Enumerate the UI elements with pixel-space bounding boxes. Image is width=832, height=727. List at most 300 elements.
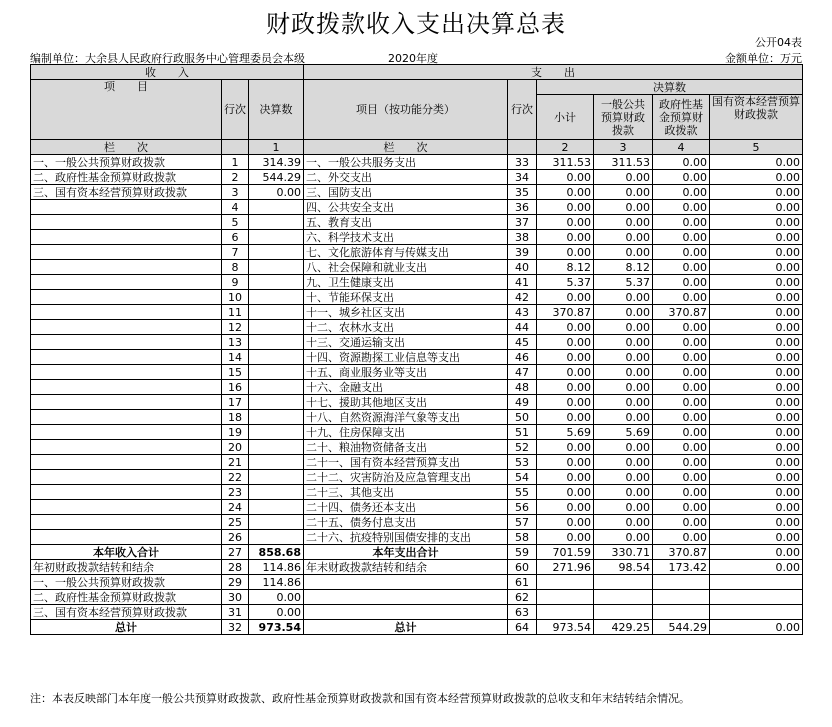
expense-row-no: 42 <box>508 290 537 305</box>
header-row-5 <box>31 140 803 155</box>
state-capital-value: 0.00 <box>710 245 803 260</box>
general-value: 0.00 <box>594 410 653 425</box>
gov-fund-value: 0.00 <box>653 335 710 350</box>
income-row-no: 12 <box>222 320 249 335</box>
expense-item: 二十五、债务付息支出 <box>304 515 508 530</box>
general-value: 0.00 <box>594 365 653 380</box>
empty-cell <box>594 590 653 605</box>
income-amount <box>249 500 304 515</box>
expense-row-no: 46 <box>508 350 537 365</box>
subtotal-value: 0.00 <box>537 380 594 395</box>
state-capital-value: 0.00 <box>710 440 803 455</box>
expense-row-no: 36 <box>508 200 537 215</box>
carryover-sub-row <box>31 590 803 605</box>
gov-fund-value: 0.00 <box>653 350 710 365</box>
expense-row-no: 39 <box>508 245 537 260</box>
gov-fund-value: 0.00 <box>653 245 710 260</box>
income-row-no: 16 <box>222 380 249 395</box>
expense-item <box>304 605 508 620</box>
income-amount <box>249 515 304 530</box>
general-value: 0.00 <box>594 305 653 320</box>
expense-item: 二十四、债务还本支出 <box>304 500 508 515</box>
general-value: 0.00 <box>594 440 653 455</box>
general-value: 0.00 <box>594 530 653 545</box>
gov-fund-value: 0.00 <box>653 455 710 470</box>
expense-item: 十五、商业服务业等支出 <box>304 365 508 380</box>
income-amount <box>249 350 304 365</box>
state-capital-value: 0.00 <box>710 215 803 230</box>
general-header: 一般公共预算财政拨款 <box>594 95 653 140</box>
income-amount: 0.00 <box>249 185 304 200</box>
subtotal-value: 0.00 <box>537 245 594 260</box>
expense-item: 十一、城乡社区支出 <box>304 305 508 320</box>
table-row <box>31 155 803 170</box>
form-code: 公开04表 <box>755 36 802 49</box>
carryover-row <box>31 560 803 575</box>
report-year: 2020年度 <box>388 52 438 65</box>
income-item <box>31 245 222 260</box>
income-row-no: 32 <box>222 620 249 635</box>
general-value: 311.53 <box>594 155 653 170</box>
income-amount: 0.00 <box>249 605 304 620</box>
table-row <box>31 470 803 485</box>
income-row-no: 24 <box>222 500 249 515</box>
income-row-no: 30 <box>222 590 249 605</box>
general-value: 0.00 <box>594 350 653 365</box>
expense-row-no: 43 <box>508 305 537 320</box>
subtotal-value: 0.00 <box>537 500 594 515</box>
table-row <box>31 350 803 365</box>
final-amount2-header: 决算数 <box>537 80 803 95</box>
expense-row-no: 40 <box>508 260 537 275</box>
state-capital-value: 0.00 <box>710 230 803 245</box>
subtotal-value: 0.00 <box>537 530 594 545</box>
gov-fund-value: 0.00 <box>653 290 710 305</box>
income-row-no: 31 <box>222 605 249 620</box>
state-capital-value: 0.00 <box>710 410 803 425</box>
state-capital-value: 0.00 <box>710 365 803 380</box>
table-row <box>31 185 803 200</box>
gov-fund-value: 370.87 <box>653 305 710 320</box>
col-5: 5 <box>710 140 803 155</box>
income-row-no: 5 <box>222 215 249 230</box>
state-capital-value: 0.00 <box>710 560 803 575</box>
col-1: 1 <box>249 140 304 155</box>
income-row-no: 2 <box>222 170 249 185</box>
table-row <box>31 215 803 230</box>
general-value: 0.00 <box>594 170 653 185</box>
general-value: 0.00 <box>594 185 653 200</box>
table-row <box>31 425 803 440</box>
general-value: 330.71 <box>594 545 653 560</box>
general-value: 0.00 <box>594 515 653 530</box>
income-amount <box>249 470 304 485</box>
income-row-no: 15 <box>222 365 249 380</box>
empty-cell <box>653 575 710 590</box>
expense-row-no: 60 <box>508 560 537 575</box>
gov-fund-value: 0.00 <box>653 380 710 395</box>
subtotal-value: 973.54 <box>537 620 594 635</box>
gov-fund-value: 0.00 <box>653 260 710 275</box>
expense-row-no: 41 <box>508 275 537 290</box>
income-amount <box>249 290 304 305</box>
income-item <box>31 515 222 530</box>
income-amount <box>249 395 304 410</box>
expense-item <box>304 590 508 605</box>
gov-fund-value: 0.00 <box>653 470 710 485</box>
expense-item: 二十三、其他支出 <box>304 485 508 500</box>
subtotal-value: 0.00 <box>537 170 594 185</box>
income-amount <box>249 485 304 500</box>
subtotal-value: 0.00 <box>537 515 594 530</box>
subtotal-value: 271.96 <box>537 560 594 575</box>
income-row-no: 26 <box>222 530 249 545</box>
report-meta <box>30 50 802 64</box>
gov-fund-value: 0.00 <box>653 155 710 170</box>
expense-row-no: 58 <box>508 530 537 545</box>
income-item <box>31 365 222 380</box>
income-amount <box>249 275 304 290</box>
expense-row-no: 59 <box>508 545 537 560</box>
state-capital-value: 0.00 <box>710 335 803 350</box>
state-capital-value: 0.00 <box>710 530 803 545</box>
general-value: 0.00 <box>594 320 653 335</box>
gov-fund-value: 0.00 <box>653 275 710 290</box>
expense-item: 二十六、抗疫特别国债安排的支出 <box>304 530 508 545</box>
income-row-no: 19 <box>222 425 249 440</box>
income-item <box>31 485 222 500</box>
col-label-right: 栏 次 <box>304 140 508 155</box>
income-amount <box>249 245 304 260</box>
empty-cell <box>710 605 803 620</box>
expense-row-no: 35 <box>508 185 537 200</box>
expense-row-no: 48 <box>508 380 537 395</box>
subtotal-value: 0.00 <box>537 395 594 410</box>
expense-item: 十七、援助其他地区支出 <box>304 395 508 410</box>
income-item <box>31 530 222 545</box>
gov-fund-header: 政府性基金预算财政拨款 <box>653 95 710 140</box>
expense-item: 本年支出合计 <box>304 545 508 560</box>
income-row-no: 1 <box>222 155 249 170</box>
income-row-no: 11 <box>222 305 249 320</box>
income-row-no: 10 <box>222 290 249 305</box>
expense-item: 五、教育支出 <box>304 215 508 230</box>
expense-row-no: 56 <box>508 500 537 515</box>
income-row-no: 28 <box>222 560 249 575</box>
income-item <box>31 260 222 275</box>
subtotal-value: 5.37 <box>537 275 594 290</box>
general-value: 0.00 <box>594 335 653 350</box>
income-item <box>31 455 222 470</box>
expense-row-no: 44 <box>508 320 537 335</box>
expense-item: 八、社会保障和就业支出 <box>304 260 508 275</box>
empty-cell <box>537 590 594 605</box>
subtotal-value: 0.00 <box>537 200 594 215</box>
subtotal-value: 0.00 <box>537 485 594 500</box>
table-row <box>31 410 803 425</box>
income-amount: 314.39 <box>249 155 304 170</box>
income-item: 本年收入合计 <box>31 545 222 560</box>
income-item <box>31 275 222 290</box>
gov-fund-value: 0.00 <box>653 215 710 230</box>
table-row <box>31 245 803 260</box>
state-capital-value: 0.00 <box>710 200 803 215</box>
empty-cell <box>537 575 594 590</box>
expense-item: 二十二、灾害防治及应急管理支出 <box>304 470 508 485</box>
general-value: 0.00 <box>594 200 653 215</box>
income-row-no: 4 <box>222 200 249 215</box>
state-capital-value: 0.00 <box>710 185 803 200</box>
table-row <box>31 290 803 305</box>
income-item: 一、一般公共预算财政拨款 <box>31 155 222 170</box>
income-item: 总计 <box>31 620 222 635</box>
gov-fund-value: 0.00 <box>653 515 710 530</box>
income-item <box>31 395 222 410</box>
table-row <box>31 530 803 545</box>
state-capital-value: 0.00 <box>710 485 803 500</box>
income-item <box>31 380 222 395</box>
income-row-no: 3 <box>222 185 249 200</box>
expense-header: 支 出 <box>304 65 803 80</box>
state-capital-value: 0.00 <box>710 500 803 515</box>
income-item <box>31 200 222 215</box>
carryover-sub-row <box>31 575 803 590</box>
subtotal-value: 701.59 <box>537 545 594 560</box>
row-no-header: 行次 <box>222 80 249 140</box>
income-amount <box>249 215 304 230</box>
income-item: 三、国有资本经营预算财政拨款 <box>31 605 222 620</box>
subtotal-header: 小计 <box>537 95 594 140</box>
expense-row-no: 54 <box>508 470 537 485</box>
income-amount <box>249 200 304 215</box>
gov-fund-value: 370.87 <box>653 545 710 560</box>
expense-row-no: 37 <box>508 215 537 230</box>
expense-item: 三、国防支出 <box>304 185 508 200</box>
col-2: 2 <box>537 140 594 155</box>
income-row-no: 14 <box>222 350 249 365</box>
income-amount <box>249 380 304 395</box>
expense-item: 四、公共安全支出 <box>304 200 508 215</box>
subtotal-value: 311.53 <box>537 155 594 170</box>
table-row <box>31 305 803 320</box>
subtotal-value: 370.87 <box>537 305 594 320</box>
income-item <box>31 425 222 440</box>
income-amount <box>249 305 304 320</box>
income-amount <box>249 365 304 380</box>
col-3: 3 <box>594 140 653 155</box>
table-row <box>31 335 803 350</box>
item-header: 项 目 <box>31 80 222 140</box>
expense-item: 十二、农林水支出 <box>304 320 508 335</box>
income-amount: 114.86 <box>249 560 304 575</box>
table-row <box>31 275 803 290</box>
state-capital-header: 国有资本经营预算财政拨款 <box>710 95 803 140</box>
income-row-no: 25 <box>222 515 249 530</box>
income-item <box>31 350 222 365</box>
grand-total-row <box>31 620 803 635</box>
gov-fund-value: 0.00 <box>653 230 710 245</box>
general-value: 0.00 <box>594 485 653 500</box>
empty-cell <box>653 605 710 620</box>
expense-item: 总计 <box>304 620 508 635</box>
expense-item: 二、外交支出 <box>304 170 508 185</box>
general-value: 0.00 <box>594 215 653 230</box>
income-amount <box>249 455 304 470</box>
expense-row-no: 63 <box>508 605 537 620</box>
empty-cell <box>537 605 594 620</box>
income-amount: 858.68 <box>249 545 304 560</box>
finance-table <box>30 64 803 635</box>
table-row <box>31 170 803 185</box>
expense-row-no: 50 <box>508 410 537 425</box>
gov-fund-value: 0.00 <box>653 440 710 455</box>
general-value: 429.25 <box>594 620 653 635</box>
expense-row-no: 33 <box>508 155 537 170</box>
state-capital-value: 0.00 <box>710 620 803 635</box>
expense-item: 十六、金融支出 <box>304 380 508 395</box>
empty-cell <box>594 605 653 620</box>
income-row-no: 18 <box>222 410 249 425</box>
gov-fund-value: 0.00 <box>653 425 710 440</box>
expense-item: 二十一、国有资本经营预算支出 <box>304 455 508 470</box>
subtotal-value: 0.00 <box>537 335 594 350</box>
general-value: 0.00 <box>594 455 653 470</box>
gov-fund-value: 0.00 <box>653 410 710 425</box>
income-amount <box>249 530 304 545</box>
income-row-no: 17 <box>222 395 249 410</box>
income-row-no: 20 <box>222 440 249 455</box>
expense-row-no: 45 <box>508 335 537 350</box>
gov-fund-value: 0.00 <box>653 320 710 335</box>
state-capital-value: 0.00 <box>710 290 803 305</box>
income-amount: 973.54 <box>249 620 304 635</box>
gov-fund-value: 0.00 <box>653 170 710 185</box>
table-row <box>31 440 803 455</box>
income-item <box>31 500 222 515</box>
table-row <box>31 515 803 530</box>
table-row <box>31 260 803 275</box>
general-value: 0.00 <box>594 245 653 260</box>
income-item <box>31 305 222 320</box>
expense-item: 二十、粮油物资储备支出 <box>304 440 508 455</box>
income-item: 一、一般公共预算财政拨款 <box>31 575 222 590</box>
income-item <box>31 230 222 245</box>
expense-row-no: 52 <box>508 440 537 455</box>
income-amount <box>249 425 304 440</box>
income-amount: 0.00 <box>249 590 304 605</box>
gov-fund-value: 0.00 <box>653 200 710 215</box>
state-capital-value: 0.00 <box>710 260 803 275</box>
income-row-no: 22 <box>222 470 249 485</box>
income-item <box>31 410 222 425</box>
income-item <box>31 290 222 305</box>
state-capital-value: 0.00 <box>710 425 803 440</box>
income-item: 二、政府性基金预算财政拨款 <box>31 170 222 185</box>
general-value: 0.00 <box>594 230 653 245</box>
state-capital-value: 0.00 <box>710 470 803 485</box>
expense-row-no: 53 <box>508 455 537 470</box>
expense-row-no: 62 <box>508 590 537 605</box>
subtotal-value: 0.00 <box>537 470 594 485</box>
unit-label: 编制单位：大余县人民政府行政服务中心管理委员会本级 <box>30 52 305 65</box>
income-item <box>31 440 222 455</box>
income-amount <box>249 230 304 245</box>
expense-item: 十九、住房保障支出 <box>304 425 508 440</box>
income-row-no: 13 <box>222 335 249 350</box>
income-row-no: 9 <box>222 275 249 290</box>
income-item: 二、政府性基金预算财政拨款 <box>31 590 222 605</box>
gov-fund-value: 544.29 <box>653 620 710 635</box>
expense-item: 六、科学技术支出 <box>304 230 508 245</box>
table-row <box>31 500 803 515</box>
state-capital-value: 0.00 <box>710 350 803 365</box>
gov-fund-value: 0.00 <box>653 185 710 200</box>
expense-item: 十三、交通运输支出 <box>304 335 508 350</box>
state-capital-value: 0.00 <box>710 545 803 560</box>
expense-item: 十、节能环保支出 <box>304 290 508 305</box>
expense-row-no: 64 <box>508 620 537 635</box>
row-no2-header: 行次 <box>508 80 537 140</box>
subtotal-value: 0.00 <box>537 230 594 245</box>
header-row-2 <box>31 80 803 95</box>
total-row <box>31 545 803 560</box>
gov-fund-value: 0.00 <box>653 500 710 515</box>
state-capital-value: 0.00 <box>710 380 803 395</box>
subtotal-value: 0.00 <box>537 350 594 365</box>
state-capital-value: 0.00 <box>710 275 803 290</box>
gov-fund-value: 0.00 <box>653 395 710 410</box>
expense-row-no: 61 <box>508 575 537 590</box>
table-row <box>31 455 803 470</box>
carryover-sub-row <box>31 605 803 620</box>
expense-item: 十四、资源勘探工业信息等支出 <box>304 350 508 365</box>
income-item <box>31 335 222 350</box>
expense-item: 年末财政拨款结转和结余 <box>304 560 508 575</box>
table-row <box>31 230 803 245</box>
general-value: 0.00 <box>594 470 653 485</box>
table-row <box>31 395 803 410</box>
state-capital-value: 0.00 <box>710 305 803 320</box>
footnote: 注：本表反映部门本年度一般公共预算财政拨款、政府性基金预算财政拨款和国有资本经营预算财政拨款的总收支和年末结转结余情况。 <box>30 692 690 705</box>
col-label-left: 栏 次 <box>31 140 222 155</box>
table-row <box>31 320 803 335</box>
income-item <box>31 215 222 230</box>
gov-fund-value: 0.00 <box>653 485 710 500</box>
gov-fund-value: 0.00 <box>653 530 710 545</box>
col-blank <box>222 140 249 155</box>
income-row-no: 29 <box>222 575 249 590</box>
expense-item: 十八、自然资源海洋气象等支出 <box>304 410 508 425</box>
expense-item: 九、卫生健康支出 <box>304 275 508 290</box>
subtotal-value: 0.00 <box>537 290 594 305</box>
col-blank-2 <box>508 140 537 155</box>
subtotal-value: 0.00 <box>537 185 594 200</box>
income-row-no: 27 <box>222 545 249 560</box>
general-value: 0.00 <box>594 290 653 305</box>
subtotal-value: 0.00 <box>537 410 594 425</box>
expense-row-no: 38 <box>508 230 537 245</box>
income-amount: 114.86 <box>249 575 304 590</box>
income-row-no: 7 <box>222 245 249 260</box>
income-item: 三、国有资本经营预算财政拨款 <box>31 185 222 200</box>
item-by-func-header: 项目（按功能分类） <box>304 80 508 140</box>
expense-row-no: 55 <box>508 485 537 500</box>
income-amount <box>249 440 304 455</box>
income-header: 收 入 <box>31 65 304 80</box>
income-amount <box>249 320 304 335</box>
income-amount <box>249 260 304 275</box>
expense-row-no: 51 <box>508 425 537 440</box>
